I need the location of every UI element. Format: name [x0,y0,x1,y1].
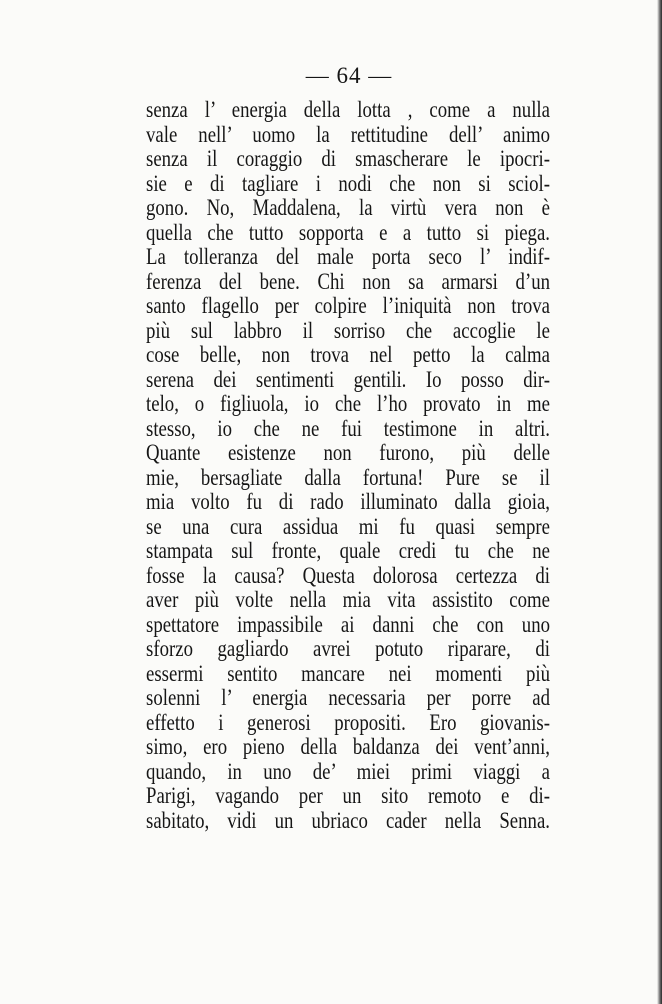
text-line: mia volto fu di rado illuminato dalla gioia, [146,489,550,515]
text-line: gono. No, Maddalena, la virtù vera non è [146,195,550,221]
text-line: Quante esistenze non furono, più delle [146,440,550,466]
text-line: quando, in uno de’ miei primi viaggi a [146,758,550,785]
text-line: quella che tutto sopporta e a tutto si piega. [146,219,550,246]
text-line: se una cura assidua mi fu quasi sempre [146,513,550,540]
text-line: effetto i generosi propositi. Ero giovanis- [146,709,550,736]
text-line: santo flagello per colpire l’iniquità non trova [146,293,550,319]
text-line: essermi sentito mancare nei momenti più [146,660,550,687]
text-line: serena dei sentimenti gentili. Io posso dir- [146,366,550,393]
text-line: aver più volte nella mia vita assistito come [146,587,550,613]
text-line: solenni l’ energia necessaria per porre ad [146,685,550,711]
text-line: telo, o figliuola, io che l’ho provato in me [146,391,550,417]
text-line: vale nell’ uomo la rettitudine dell’ animo [146,121,550,148]
text-line: sforzo gagliardo avrei potuto riparare, di [146,636,550,662]
text-line: ferenza del bene. Chi non sa armarsi d’un [146,268,550,295]
text-line: senza il coraggio di smascherare le ipocri- [146,146,550,172]
text-line: cose belle, non trova nel petto la calma [146,342,550,368]
page-number: — 64 — [305,63,393,88]
text-line: più sul labbro il sorriso che accoglie le [146,317,550,344]
text-line: mie, bersagliate dalla fortuna! Pure se il [146,464,550,491]
text-line: La tolleranza del male porta seco l’ indif- [146,244,550,270]
text-line: simo, ero pieno della baldanza dei vent’anni, [146,734,550,760]
text-line: stampata sul fronte, quale credi tu che ne [146,538,550,564]
text-line: spettatore impassibile ai danni che con uno [146,611,550,638]
text-line: sabitato, vidi un ubriaco cader nella Senna. [146,807,550,834]
text-line: sie e di tagliare i nodi che non si sciol- [146,170,550,197]
text-line: stesso, io che ne fui testimone in altri. [146,415,550,442]
page-edge-shadow [657,0,662,1004]
text-line: Parigi, vagando per un sito remoto e di- [146,783,550,809]
text-line: fosse la causa? Questa dolorosa certezza di [146,562,550,589]
body-text [146,98,550,833]
text-line: senza l’ energia della lotta , come a nulla [146,97,550,123]
